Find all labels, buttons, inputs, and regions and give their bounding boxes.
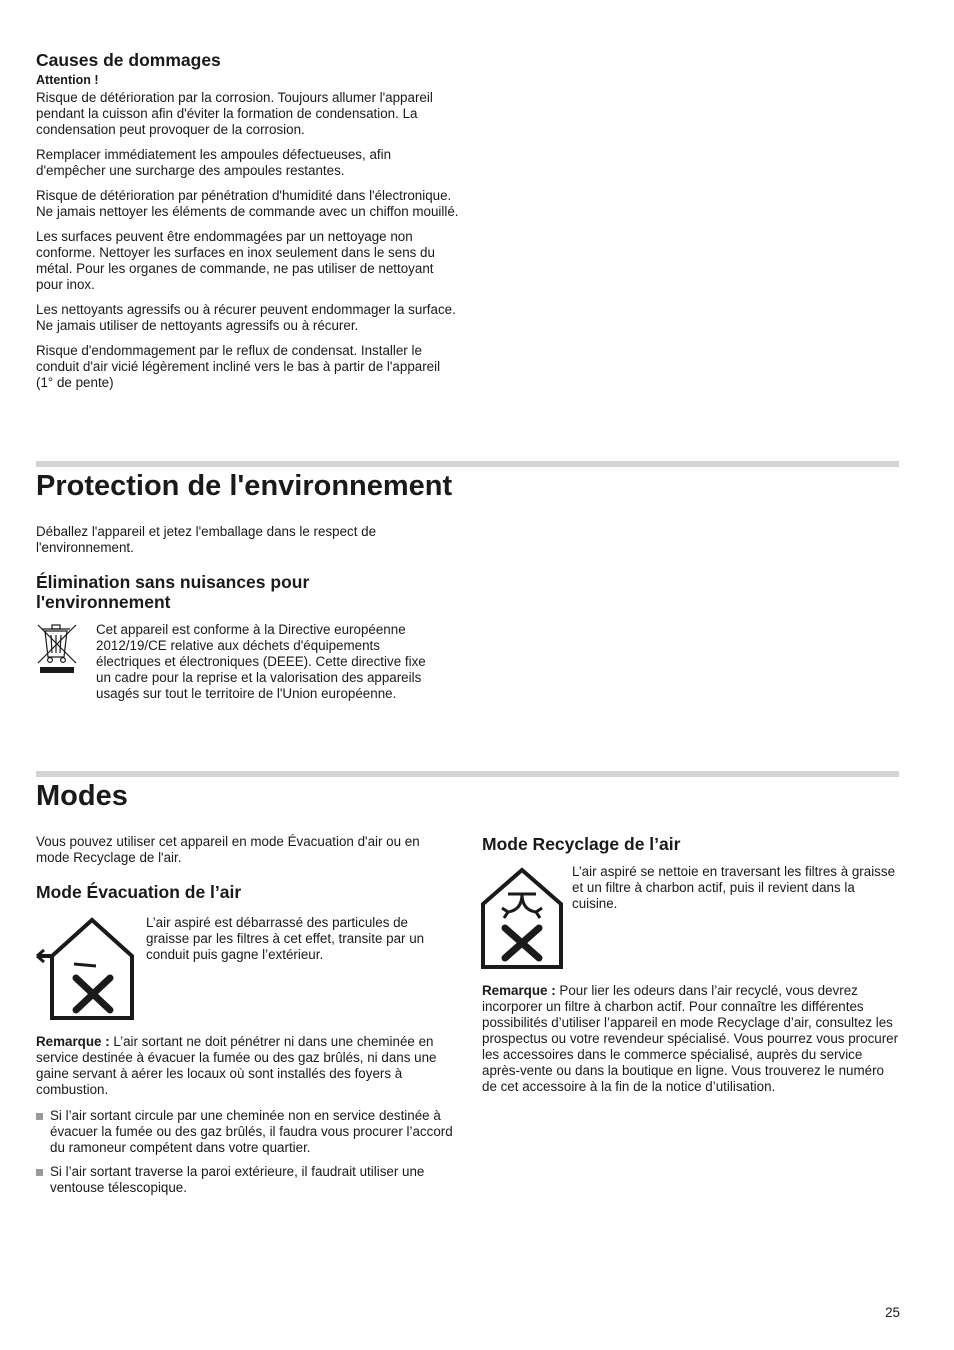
attention-label: Attention ! bbox=[36, 73, 99, 87]
bullet-item bbox=[36, 1108, 456, 1156]
environment-title: Protection de l'environnement bbox=[36, 470, 453, 502]
damage-paragraph: Remplacer immédiatement les ampoules défectueuses, afin d'empêcher une surcharge des ampoules restantes. bbox=[36, 147, 392, 178]
recirc-description-block bbox=[572, 864, 898, 921]
damage-section bbox=[36, 50, 461, 400]
modes-title: Modes bbox=[36, 780, 128, 812]
page-number: 25 bbox=[885, 1305, 900, 1320]
damage-paragraph: Risque de détérioration par pénétration d'humidité dans l'électronique. Ne jamais nettoyer les éléments de commande avec un chiffon mouillé. bbox=[36, 188, 459, 219]
recirc-heading: Mode Recyclage de l’air bbox=[482, 834, 681, 854]
damage-paragraph: Les nettoyants agressifs ou à récurer peuvent endommager la surface. Ne jamais utiliser de nettoyants agressifs ou à récurer. bbox=[36, 302, 456, 333]
environment-subheading: Élimination sans nuisances pour l'environnement bbox=[36, 572, 310, 612]
exhaust-notes bbox=[36, 1034, 456, 1204]
recirc-notes bbox=[482, 983, 900, 1104]
modes-intro: Vous pouvez utiliser cet appareil en mode Évacuation d'air ou en mode Recyclage de l'air. bbox=[36, 834, 420, 865]
note-label: Remarque : bbox=[482, 983, 556, 998]
weee-text: Cet appareil est conforme à la Directive européenne 2012/19/CE relative aux déchets d'équipements électriques et électroniques (DEEE). Cette directive fixe un cadre pour la reprise et la valorisation des appareils usagés sur tout le territoire de l'Union européenne. bbox=[96, 622, 426, 701]
modes-left-column bbox=[36, 834, 456, 902]
note-label: Remarque : bbox=[36, 1034, 110, 1049]
damage-paragraph: Risque de détérioration par la corrosion. Toujours allumer l'appareil pendant la cuisson afin d'éviter la formation de condensation. La condensation peut provoquer de la corrosion. bbox=[36, 90, 433, 137]
weee-text-block bbox=[96, 622, 436, 711]
bullet-square-icon bbox=[36, 1113, 43, 1120]
damage-heading: Causes de dommages bbox=[36, 50, 221, 70]
exhaust-description: L’air aspiré est débarrassé des particules de graisse par les filtres à cet effet, transite par un conduit puis gagne l’extérieur. bbox=[146, 915, 425, 962]
recirc-description: L’air aspiré se nettoie en traversant les filtres à graisse et un filtre à charbon actif, puis il revient dans la cuisine. bbox=[572, 864, 896, 911]
exhaust-note bbox=[36, 1034, 456, 1098]
recirc-note bbox=[482, 983, 900, 1095]
exhaust-description-block bbox=[146, 915, 436, 972]
bullet-text: Si l’air sortant traverse la paroi extérieure, il faudrait utiliser une ventouse télescopique. bbox=[50, 1164, 425, 1195]
environment-section bbox=[36, 524, 456, 612]
section-divider bbox=[36, 771, 899, 777]
weee-bin-icon bbox=[36, 621, 80, 675]
damage-paragraph: Les surfaces peuvent être endommagées par un nettoyage non conforme. Nettoyer les surfaces en inox seulement dans le sens du métal. Pour les organes de commande, ne pas utiliser de nettoyant pour inox. bbox=[36, 229, 435, 292]
modes-right-column bbox=[482, 834, 900, 854]
exhaust-heading: Mode Évacuation de l’air bbox=[36, 882, 242, 902]
bullet-square-icon bbox=[36, 1169, 43, 1176]
bullet-text: Si l’air sortant circule par une cheminée non en service destinée à évacuer la fumée ou des gaz brûlés, il faudra vous procurer l’accord du ramoneur compétent dans votre quartier. bbox=[50, 1108, 453, 1155]
recirc-mode-icon bbox=[480, 866, 564, 970]
bullet-item bbox=[36, 1164, 456, 1196]
section-divider bbox=[36, 461, 899, 467]
note-text: L’air sortant ne doit pénétrer ni dans une cheminée en service destinée à évacuer la fumée ou des gaz brûlés, ni dans une gaine servant à aérer les locaux où sont installés des foyers à combustion. bbox=[36, 1034, 437, 1097]
damage-paragraph: Risque d'endommagement par le reflux de condensat. Installer le conduit d'air vicié légèrement incliné vers le bas à partir de l'appareil (1° de pente) bbox=[36, 343, 441, 390]
environment-intro: Déballez l'appareil et jetez l'emballage dans le respect de l'environnement. bbox=[36, 524, 377, 555]
note-text: Pour lier les odeurs dans l’air recyclé, vous devrez incorporer un filtre à charbon actif. Pour connaître les différentes possibilités d’utiliser l’appareil en mode Recyclage d’air, consultez les prospectus ou votre revendeur spécialisé. Vous pourrez vous procurer les accessoires dans le commerce spécialisé, auprès du service après-vente ou dans la boutique en ligne. Vous trouverez le numéro de cet accessoire à la fin de la notice d’utilisation. bbox=[482, 983, 899, 1094]
exhaust-mode-icon bbox=[36, 916, 136, 1020]
